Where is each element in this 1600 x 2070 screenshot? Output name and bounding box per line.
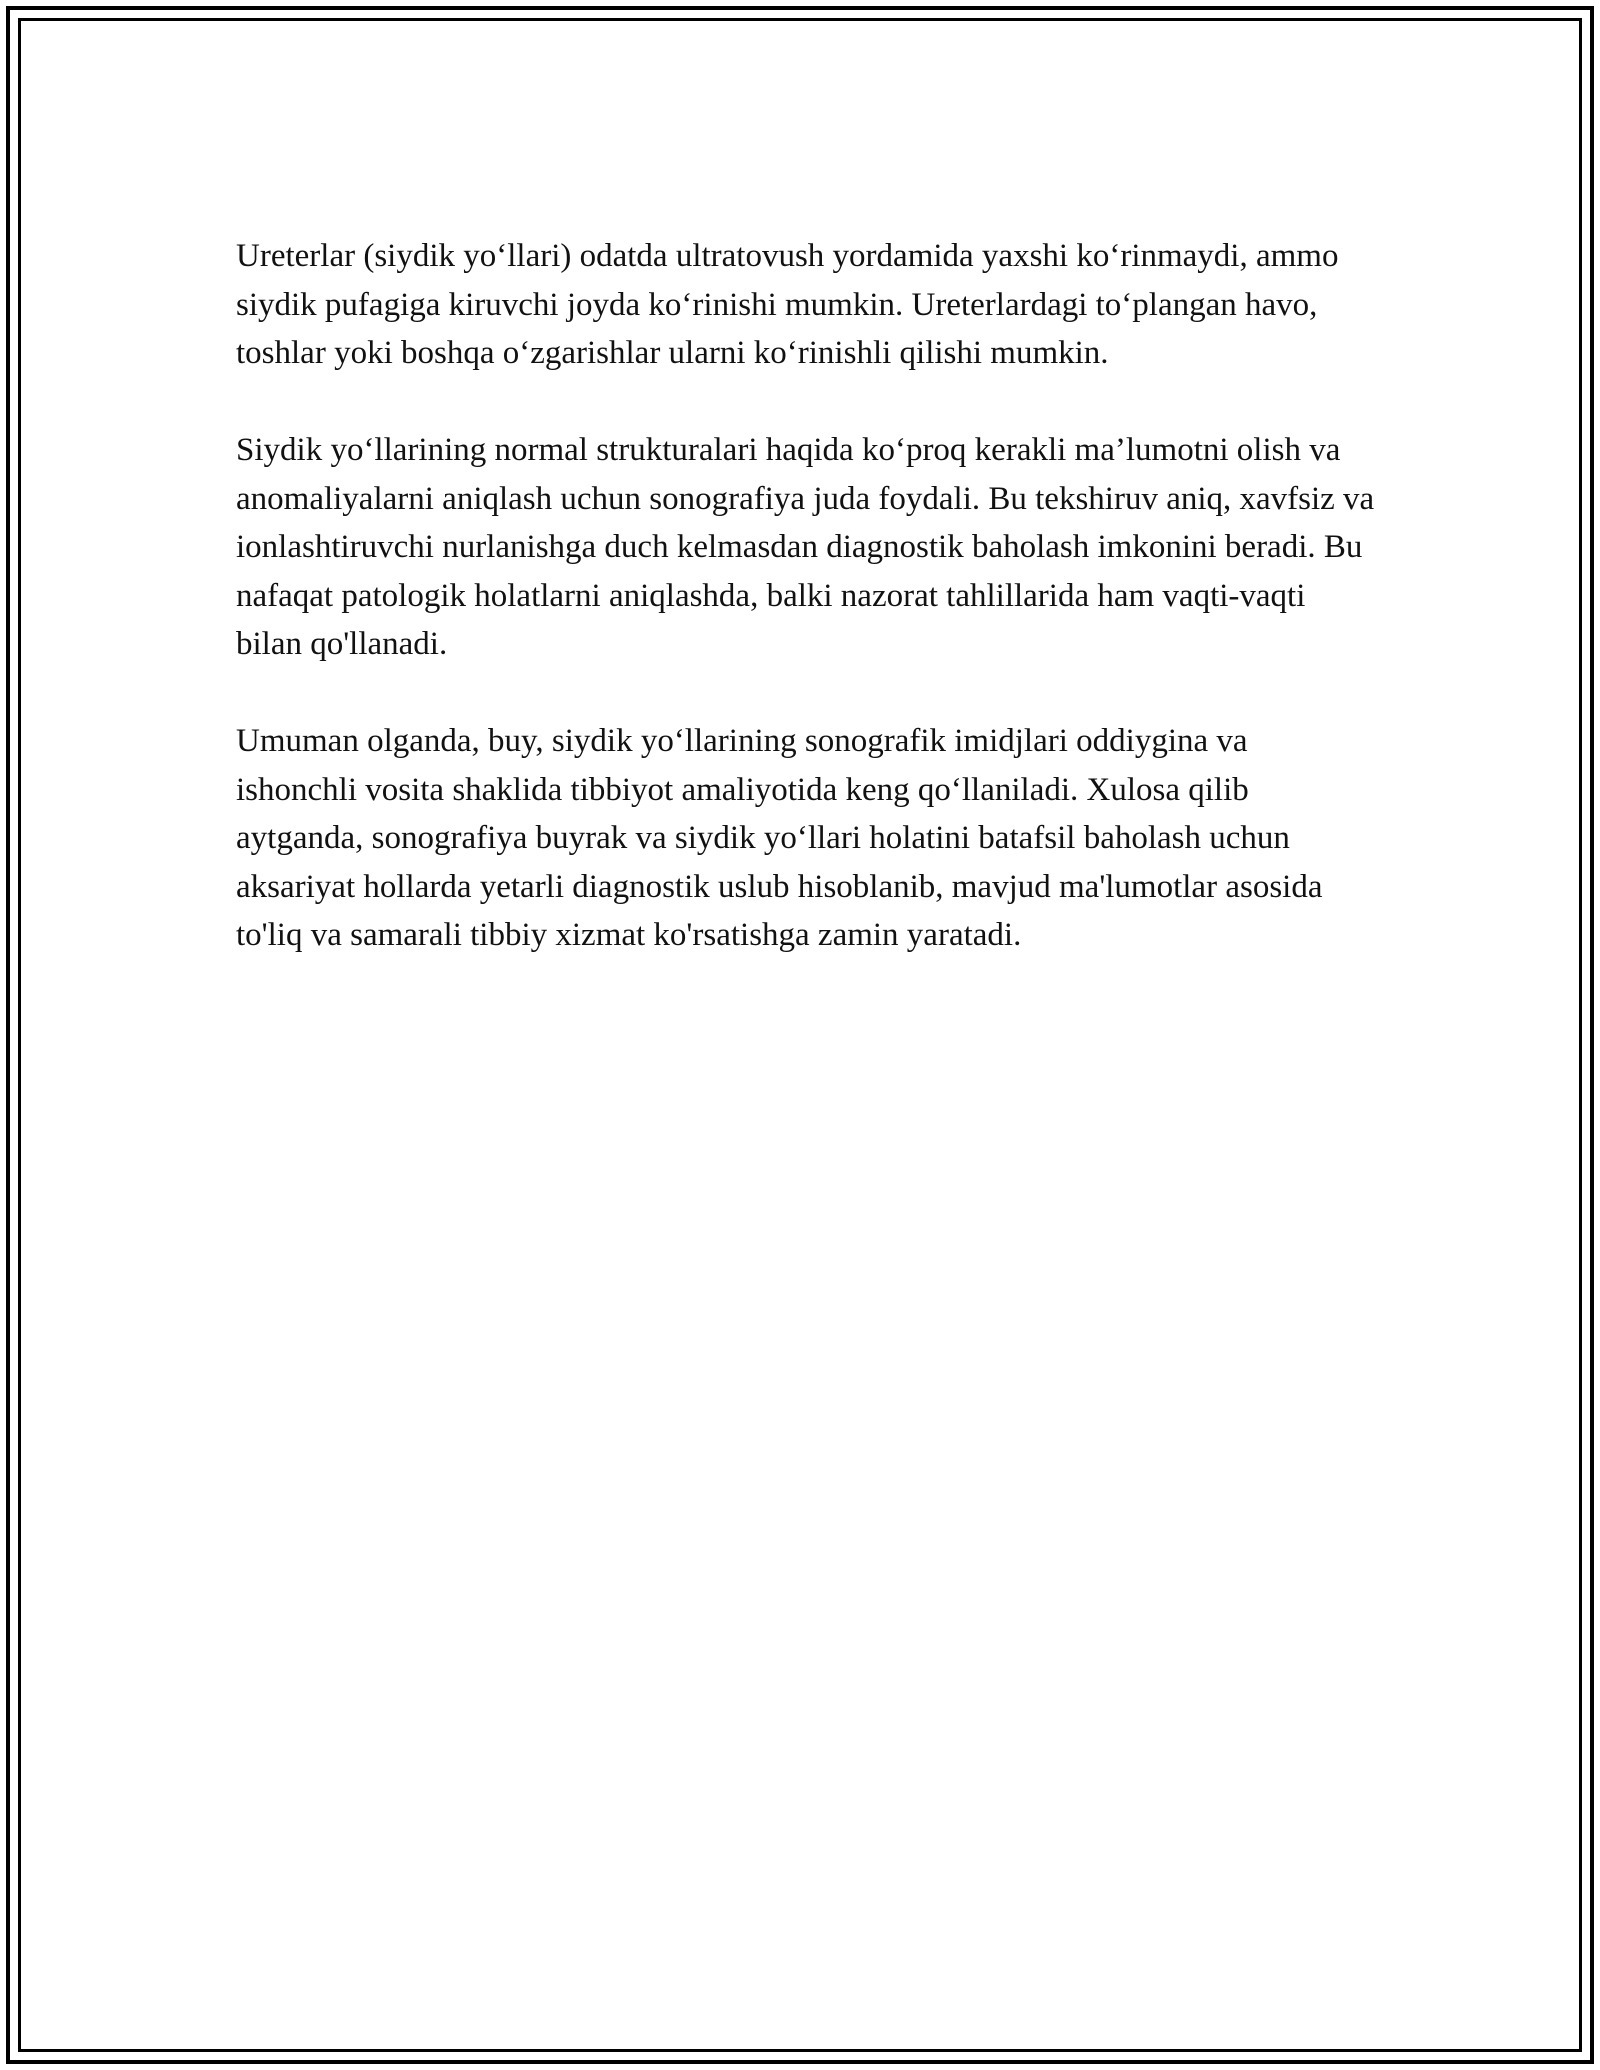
paragraph-3: Umuman olganda, buy, siydik yo‘llarining sonografik imidjlari oddiygina va ishonchli vosita shaklida tibbiyot amaliyotida keng qo‘llaniladi. Xulosa qilib aytganda, sonografiya buyrak va siydik yo‘llari holatini batafsil baholash uchun aksariyat hollarda yetarli diagnostik uslub hisoblanib, mavjud ma'lumotlar asosida to'liq va samarali tibbiy xizmat ko'rsatishga zamin yaratadi. <box>236 723 1323 953</box>
document-body <box>236 232 1376 1008</box>
paragraph-1: Ureterlar (siydik yo‘llari) odatda ultratovush yordamida yaxshi ko‘rinmaydi, ammo siydik pufagiga kiruvchi joyda ko‘rinishi mumkin. Ureterlardagi to‘plangan havo, toshlar yoki boshqa o‘zgarishlar ularni ko‘rinishli qilishi mumkin. <box>236 238 1339 371</box>
paragraph-2: Siydik yo‘llarining normal strukturalari haqida ko‘proq kerakli ma’lumotni olish va anomaliyalarni aniqlash uchun sonografiya juda foydali. Bu tekshiruv aniq, xavfsiz va ionlashtiruvchi nurlanishga duch kelmasdan diagnostik baholash imkonini beradi. Bu nafaqat patologik holatlarni aniqlashda, balki nazorat tahlillarida ham vaqti-vaqti bilan qo'llanadi. <box>236 432 1375 662</box>
